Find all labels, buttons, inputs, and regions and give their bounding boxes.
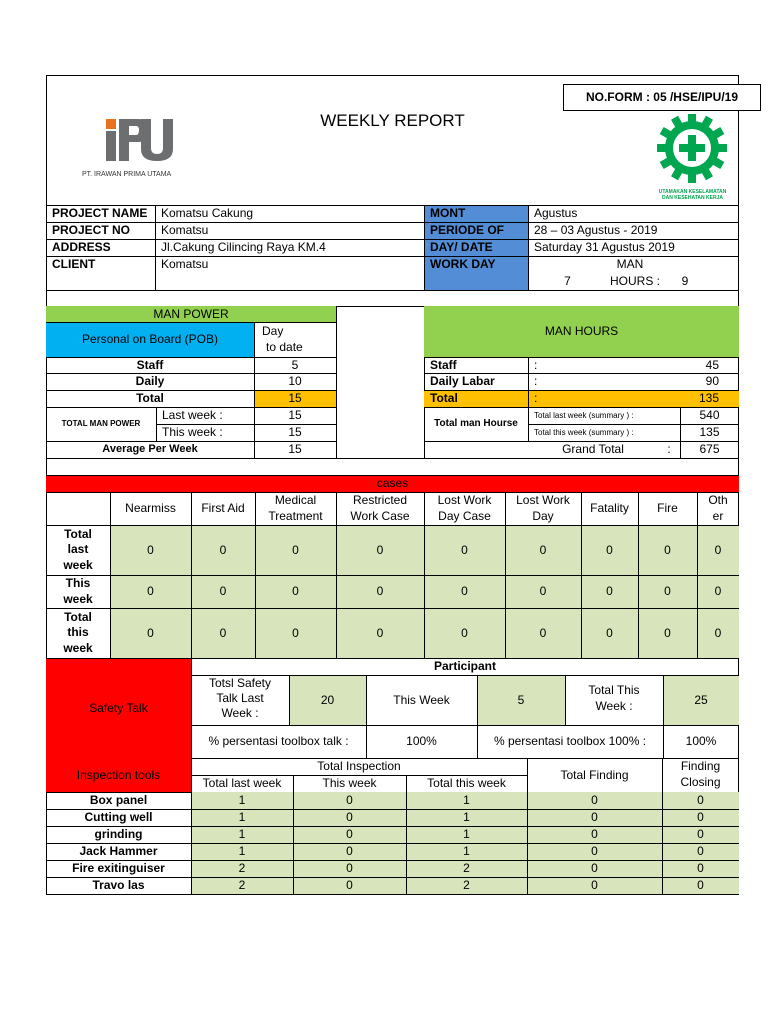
cases-value-cell: 0	[191, 525, 255, 575]
daydate-label: DAY/ DATE	[430, 240, 493, 255]
k3-gear-cross-icon	[650, 114, 735, 184]
cases-row-label-line: Total	[64, 526, 92, 541]
manhours-title: MAN HOURS	[424, 306, 739, 357]
mh-last-week-label: Total last week (summary ) :	[534, 410, 634, 420]
st-this-week-value: 5	[477, 675, 565, 725]
inspection-row-name: Box panel	[89, 793, 148, 808]
cases-row-label-line: week	[63, 591, 93, 606]
st-last-week-line2: Talk Last	[216, 691, 264, 705]
col-finding-closing	[662, 758, 739, 792]
inspection-row-name: Cutting well	[84, 810, 153, 825]
cases-value-cell: 0	[336, 575, 424, 608]
mh-last-week-value: 540	[699, 408, 720, 423]
pct-toolbox-label-2: % persentasi toolbox 100% :	[493, 734, 647, 749]
cases-value-cell: 0	[424, 575, 505, 608]
cases-col-header	[424, 492, 505, 525]
mp-last-week-value: 15	[288, 408, 302, 423]
mh-total-value: 135	[698, 391, 719, 406]
form-number: NO.FORM : 05 /HSE/IPU/19	[563, 84, 761, 111]
page-title: WEEKLY REPORT	[320, 110, 465, 130]
col-this-week: This week	[322, 776, 377, 791]
inspection-value-cell: 2	[406, 877, 527, 894]
cases-col-header-line2: Treatment	[268, 508, 323, 523]
periode-label: PERIODE OF	[430, 223, 505, 238]
total-manhours-label: Total man Hourse	[434, 418, 518, 429]
safety-talk-label: Safety Talk	[46, 658, 191, 758]
cases-col-header	[336, 492, 424, 525]
cases-value-cell: 0	[638, 525, 697, 575]
cases-row-label	[46, 575, 110, 608]
cases-row-label	[46, 608, 110, 658]
cases-col-header	[505, 492, 581, 525]
mh-total-colon: :	[534, 391, 538, 406]
daydate-value: Saturday 31 Agustus 2019	[534, 240, 675, 255]
inspection-value-cell: 0	[293, 826, 406, 843]
inspection-value-cell: 0	[662, 809, 739, 826]
mp-staff-value: 5	[291, 357, 299, 372]
cases-value-cell: 0	[424, 525, 505, 575]
cases-col-header	[638, 492, 697, 525]
inspection-value-cell: 0	[527, 843, 662, 860]
cases-value-cell: 0	[697, 575, 739, 608]
cases-col-header-line2: er	[712, 508, 724, 523]
col-total-finding: Total Finding	[560, 767, 629, 782]
day-to-date	[254, 322, 336, 357]
inspection-value-cell: 1	[406, 809, 527, 826]
mh-daily-colon: :	[534, 374, 538, 389]
inspection-value-cell: 2	[191, 877, 293, 894]
col-finding-closing-line1: Finding	[680, 759, 721, 773]
mh-total-label: Total	[430, 391, 458, 406]
cases-value-cell: 0	[110, 608, 191, 658]
pct-toolbox-label-1: % persentasi toolbox talk :	[208, 734, 349, 749]
st-last-week-value: 20	[289, 675, 366, 725]
cases-row-label-line: This	[65, 575, 91, 590]
mh-staff-value: 45	[705, 357, 719, 372]
project-name-value: Komatsu Cakung	[161, 206, 254, 221]
pct-toolbox-value-1: 100%	[406, 734, 437, 749]
project-name-label: PROJECT NAME	[52, 206, 148, 221]
company-logo	[80, 115, 190, 180]
st-total-line1: Total This	[588, 683, 640, 697]
cases-value-cell: 0	[697, 525, 739, 575]
st-total-this-week-value: 25	[663, 675, 739, 725]
inspection-value-cell: 1	[191, 792, 293, 809]
pct-toolbox-value-2: 100%	[685, 734, 717, 749]
cases-value-cell: 0	[581, 575, 638, 608]
cases-col-header	[581, 492, 638, 525]
cases-value-cell: 0	[697, 608, 739, 658]
pob-label: Personal on Board (POB)	[46, 322, 254, 357]
project-no-value: Komatsu	[161, 223, 209, 238]
cases-col-header-line1: Restricted	[352, 492, 408, 507]
cases-col-header-line2: Day Case	[438, 508, 491, 523]
total-inspection-label: Total Inspection	[317, 759, 401, 774]
st-last-week-line3: Week :	[221, 706, 259, 720]
st-last-week-label	[191, 675, 289, 725]
inspection-value-cell: 0	[293, 792, 406, 809]
inspection-value-cell: 1	[191, 826, 293, 843]
inspection-value-cell: 0	[662, 843, 739, 860]
mont-label: MONT	[430, 206, 466, 221]
inspection-value-cell: 0	[527, 809, 662, 826]
cases-value-cell: 0	[424, 608, 505, 658]
cases-value-cell: 0	[581, 608, 638, 658]
st-last-week-line1: Totsl Safety	[208, 676, 272, 690]
mp-this-week-value: 15	[288, 425, 302, 440]
cases-col-header-line1: Fire	[657, 500, 678, 515]
mp-daily-label: Daily	[135, 374, 165, 389]
cases-value-cell: 0	[505, 575, 581, 608]
cases-col-header-line1: Medical	[274, 492, 317, 507]
cases-value-cell: 0	[255, 608, 336, 658]
inspection-label: Inspection tools	[46, 758, 191, 792]
mh-this-week-label: Total this week (summary ) :	[534, 427, 634, 437]
workday-label: WORK DAY	[430, 257, 496, 272]
cases-col-header-line1: Fatality	[590, 500, 629, 515]
inspection-value-cell: 0	[662, 826, 739, 843]
mp-this-week-label: This week :	[162, 425, 223, 440]
st-total-line2: Week :	[595, 698, 633, 713]
inspection-value-cell: 1	[406, 792, 527, 809]
mont-value: Agustus	[534, 206, 578, 221]
inspection-value-cell: 0	[293, 809, 406, 826]
project-no-label: PROJECT NO	[52, 223, 131, 238]
inspection-value-cell: 2	[191, 860, 293, 877]
cases-row-label	[46, 525, 110, 575]
mh-this-week-value: 135	[699, 425, 720, 440]
mp-avg-label: Average Per Week	[102, 442, 198, 455]
grand-total-value: 675	[699, 442, 720, 457]
day-to-date-line2: to date	[266, 339, 303, 354]
cases-row-label-line: this	[67, 625, 89, 640]
cases-value-cell: 0	[581, 525, 638, 575]
cases-col-header	[255, 492, 336, 525]
mh-daily-label: Daily Labar	[430, 374, 495, 389]
cases-row-label-line: week	[63, 640, 93, 655]
cases-col-header-line2: Day	[532, 508, 554, 523]
cases-col-header-line1: Lost Work	[516, 492, 570, 507]
mh-staff-label: Staff	[430, 357, 457, 372]
cases-value-cell: 0	[505, 608, 581, 658]
k3-caption-2: DAN KESEHATAN KERJA	[662, 195, 723, 201]
inspection-value-cell: 0	[527, 792, 662, 809]
inspection-row-name: Travo las	[92, 878, 145, 893]
inspection-value-cell: 1	[406, 826, 527, 843]
hours-label: HOURS :	[609, 274, 660, 289]
cases-col-header-line1: Lost Work	[437, 492, 492, 507]
mp-last-week-label: Last week :	[162, 408, 223, 423]
cases-col-header	[697, 492, 739, 525]
inspection-value-cell: 0	[293, 860, 406, 877]
mp-daily-value: 10	[288, 374, 302, 389]
inspection-value-cell: 0	[662, 792, 739, 809]
mp-total-label: Total	[136, 391, 164, 406]
cases-value-cell: 0	[336, 608, 424, 658]
manpower-title: MAN POWER	[46, 306, 336, 322]
inspection-value-cell: 0	[662, 860, 739, 877]
cases-value-cell: 0	[191, 575, 255, 608]
periode-value: 28 – 03 Agustus - 2019	[534, 223, 658, 238]
cases-col-header-line1: First Aid	[201, 500, 245, 515]
inspection-row-name: Fire exitinguiser	[72, 861, 165, 876]
cases-value-cell: 0	[110, 525, 191, 575]
address-value: Jl.Cakung Cilincing Raya KM.4	[161, 240, 326, 255]
cases-value-cell: 0	[505, 525, 581, 575]
k3-logo	[650, 114, 735, 202]
cases-col-header	[110, 492, 191, 525]
cases-col-header	[191, 492, 255, 525]
hours-value: 9	[681, 274, 689, 289]
cases-value-cell: 0	[336, 525, 424, 575]
mh-staff-colon: :	[534, 357, 538, 372]
inspection-value-cell: 1	[406, 843, 527, 860]
col-last-week: Total last week	[202, 776, 282, 791]
inspection-row-name: Jack Hammer	[79, 844, 158, 859]
cases-row-label-line: week	[63, 557, 93, 572]
k3-caption-1: UTAMAKAN KESELAMATAN	[658, 189, 727, 195]
inspection-value-cell: 2	[406, 860, 527, 877]
inspection-value-cell: 0	[293, 843, 406, 860]
inspection-value-cell: 0	[527, 877, 662, 894]
client-label: CLIENT	[52, 257, 96, 272]
cases-col-header-line1: Nearmiss	[125, 500, 176, 515]
cases-value-cell: 0	[638, 575, 697, 608]
inspection-value-cell: 0	[527, 860, 662, 877]
cases-value-cell: 0	[638, 608, 697, 658]
st-total-this-week-label	[565, 675, 663, 725]
inspection-value-cell: 0	[662, 877, 739, 894]
man-label: MAN	[616, 257, 644, 272]
st-this-week-label: This Week	[393, 692, 450, 707]
col-total-this-week: Total this week	[427, 776, 506, 791]
cases-col-header-line1: Oth	[708, 492, 728, 507]
participant-label: Participant	[433, 659, 496, 674]
mp-total-value: 15	[288, 391, 302, 406]
cases-row-label-line: Total	[64, 609, 92, 624]
inspection-value-cell: 0	[293, 877, 406, 894]
inspection-value-cell: 1	[191, 843, 293, 860]
cases-value-cell: 0	[255, 525, 336, 575]
cases-value-cell: 0	[255, 575, 336, 608]
day-to-date-line1: Day	[262, 324, 284, 338]
cases-title: cases	[46, 475, 739, 492]
grand-total-label: Grand Total	[562, 442, 624, 457]
mp-staff-label: Staff	[136, 357, 164, 372]
inspection-value-cell: 0	[527, 826, 662, 843]
total-manpower-label: TOTAL MAN POWER	[61, 419, 141, 429]
client-value: Komatsu	[161, 257, 209, 272]
mh-daily-value: 90	[705, 374, 719, 389]
cases-value-cell: 0	[110, 575, 191, 608]
man-value: 7	[564, 274, 571, 289]
address-label: ADDRESS	[52, 240, 111, 255]
company-name: PT. IRAWAN PRIMA UTAMA	[82, 171, 172, 178]
mp-avg-value: 15	[288, 442, 302, 457]
inspection-row-name: grinding	[94, 827, 143, 842]
inspection-value-cell: 1	[191, 809, 293, 826]
cases-col-header-line2: Work Case	[350, 508, 410, 523]
cases-value-cell: 0	[191, 608, 255, 658]
col-finding-closing-line2: Closing	[680, 774, 721, 789]
grand-total-colon: :	[667, 442, 671, 457]
cases-row-label-line: last	[67, 542, 89, 557]
